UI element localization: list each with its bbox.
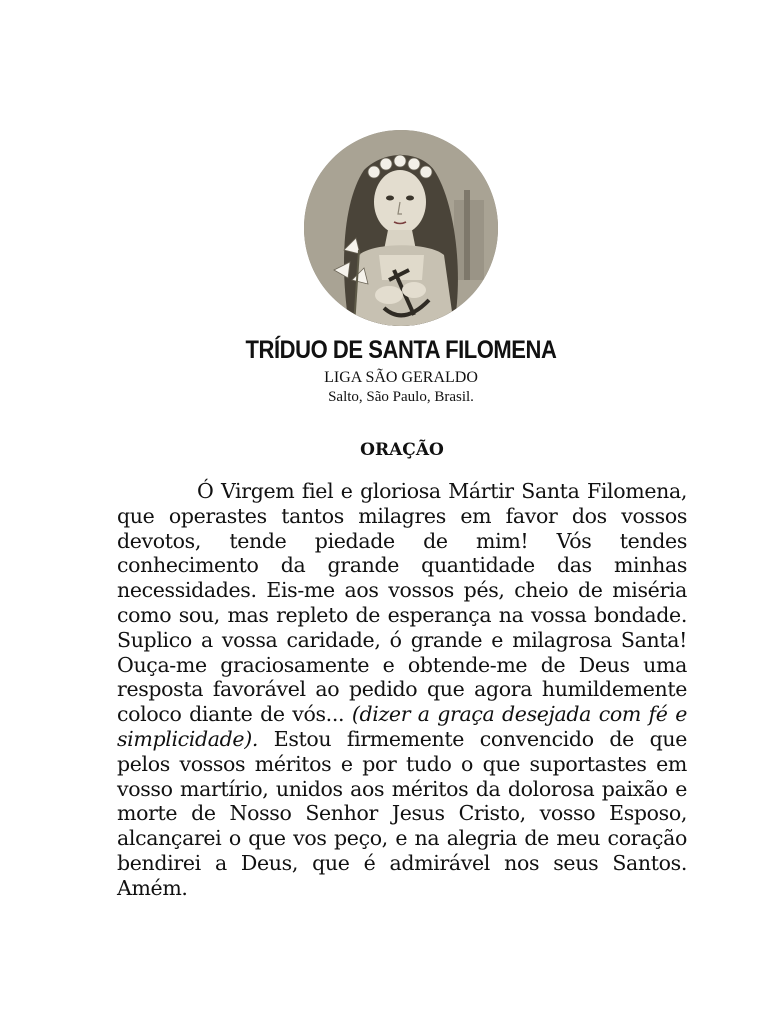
- document-title: TRÍDUO DE SANTA FILOMENA: [245, 336, 557, 364]
- prayer-text-part1: Ó Virgem fiel e gloriosa Mártir Santa Filomena, que operastes tantos milagres em favor dos vossos devotos, tende piedade de mim! Vós tendes conhecimento da grande quantidade das minhas necessidades. Eis-me aos vossos pés, cheio de miséria como sou, mas repleto de esperança na vossa bondade. Suplico a vossa caridade, ó grande e milagrosa Santa! Ouça-me graciosamente e obtende-me de Deus uma resposta favorável ao pedido que agora humildemente coloco diante de vós...: [117, 479, 687, 727]
- organization-name: LIGA SÃO GERALDO: [324, 369, 478, 386]
- prayer-text: [117, 479, 687, 901]
- prayer-text-part2: Estou firmemente convencido de que pelos vossos méritos e por tudo o que suportastes em vosso martírio, unidos aos méritos da dolorosa paixão e morte de Nosso Senhor Jesus Cristo, vosso Esposo, alcançarei o que vos peço, e na alegria de meu coração bendirei a Deus, que é admirável nos seus Santos. Amém.: [117, 726, 688, 900]
- location-line: Salto, São Paulo, Brasil.: [328, 389, 474, 405]
- section-heading: ORAÇÃO: [360, 440, 444, 460]
- prayer-text-instruction: (dizer a graça desejada com fé e simplicidade).: [117, 702, 687, 751]
- saint-portrait-image: [304, 130, 498, 326]
